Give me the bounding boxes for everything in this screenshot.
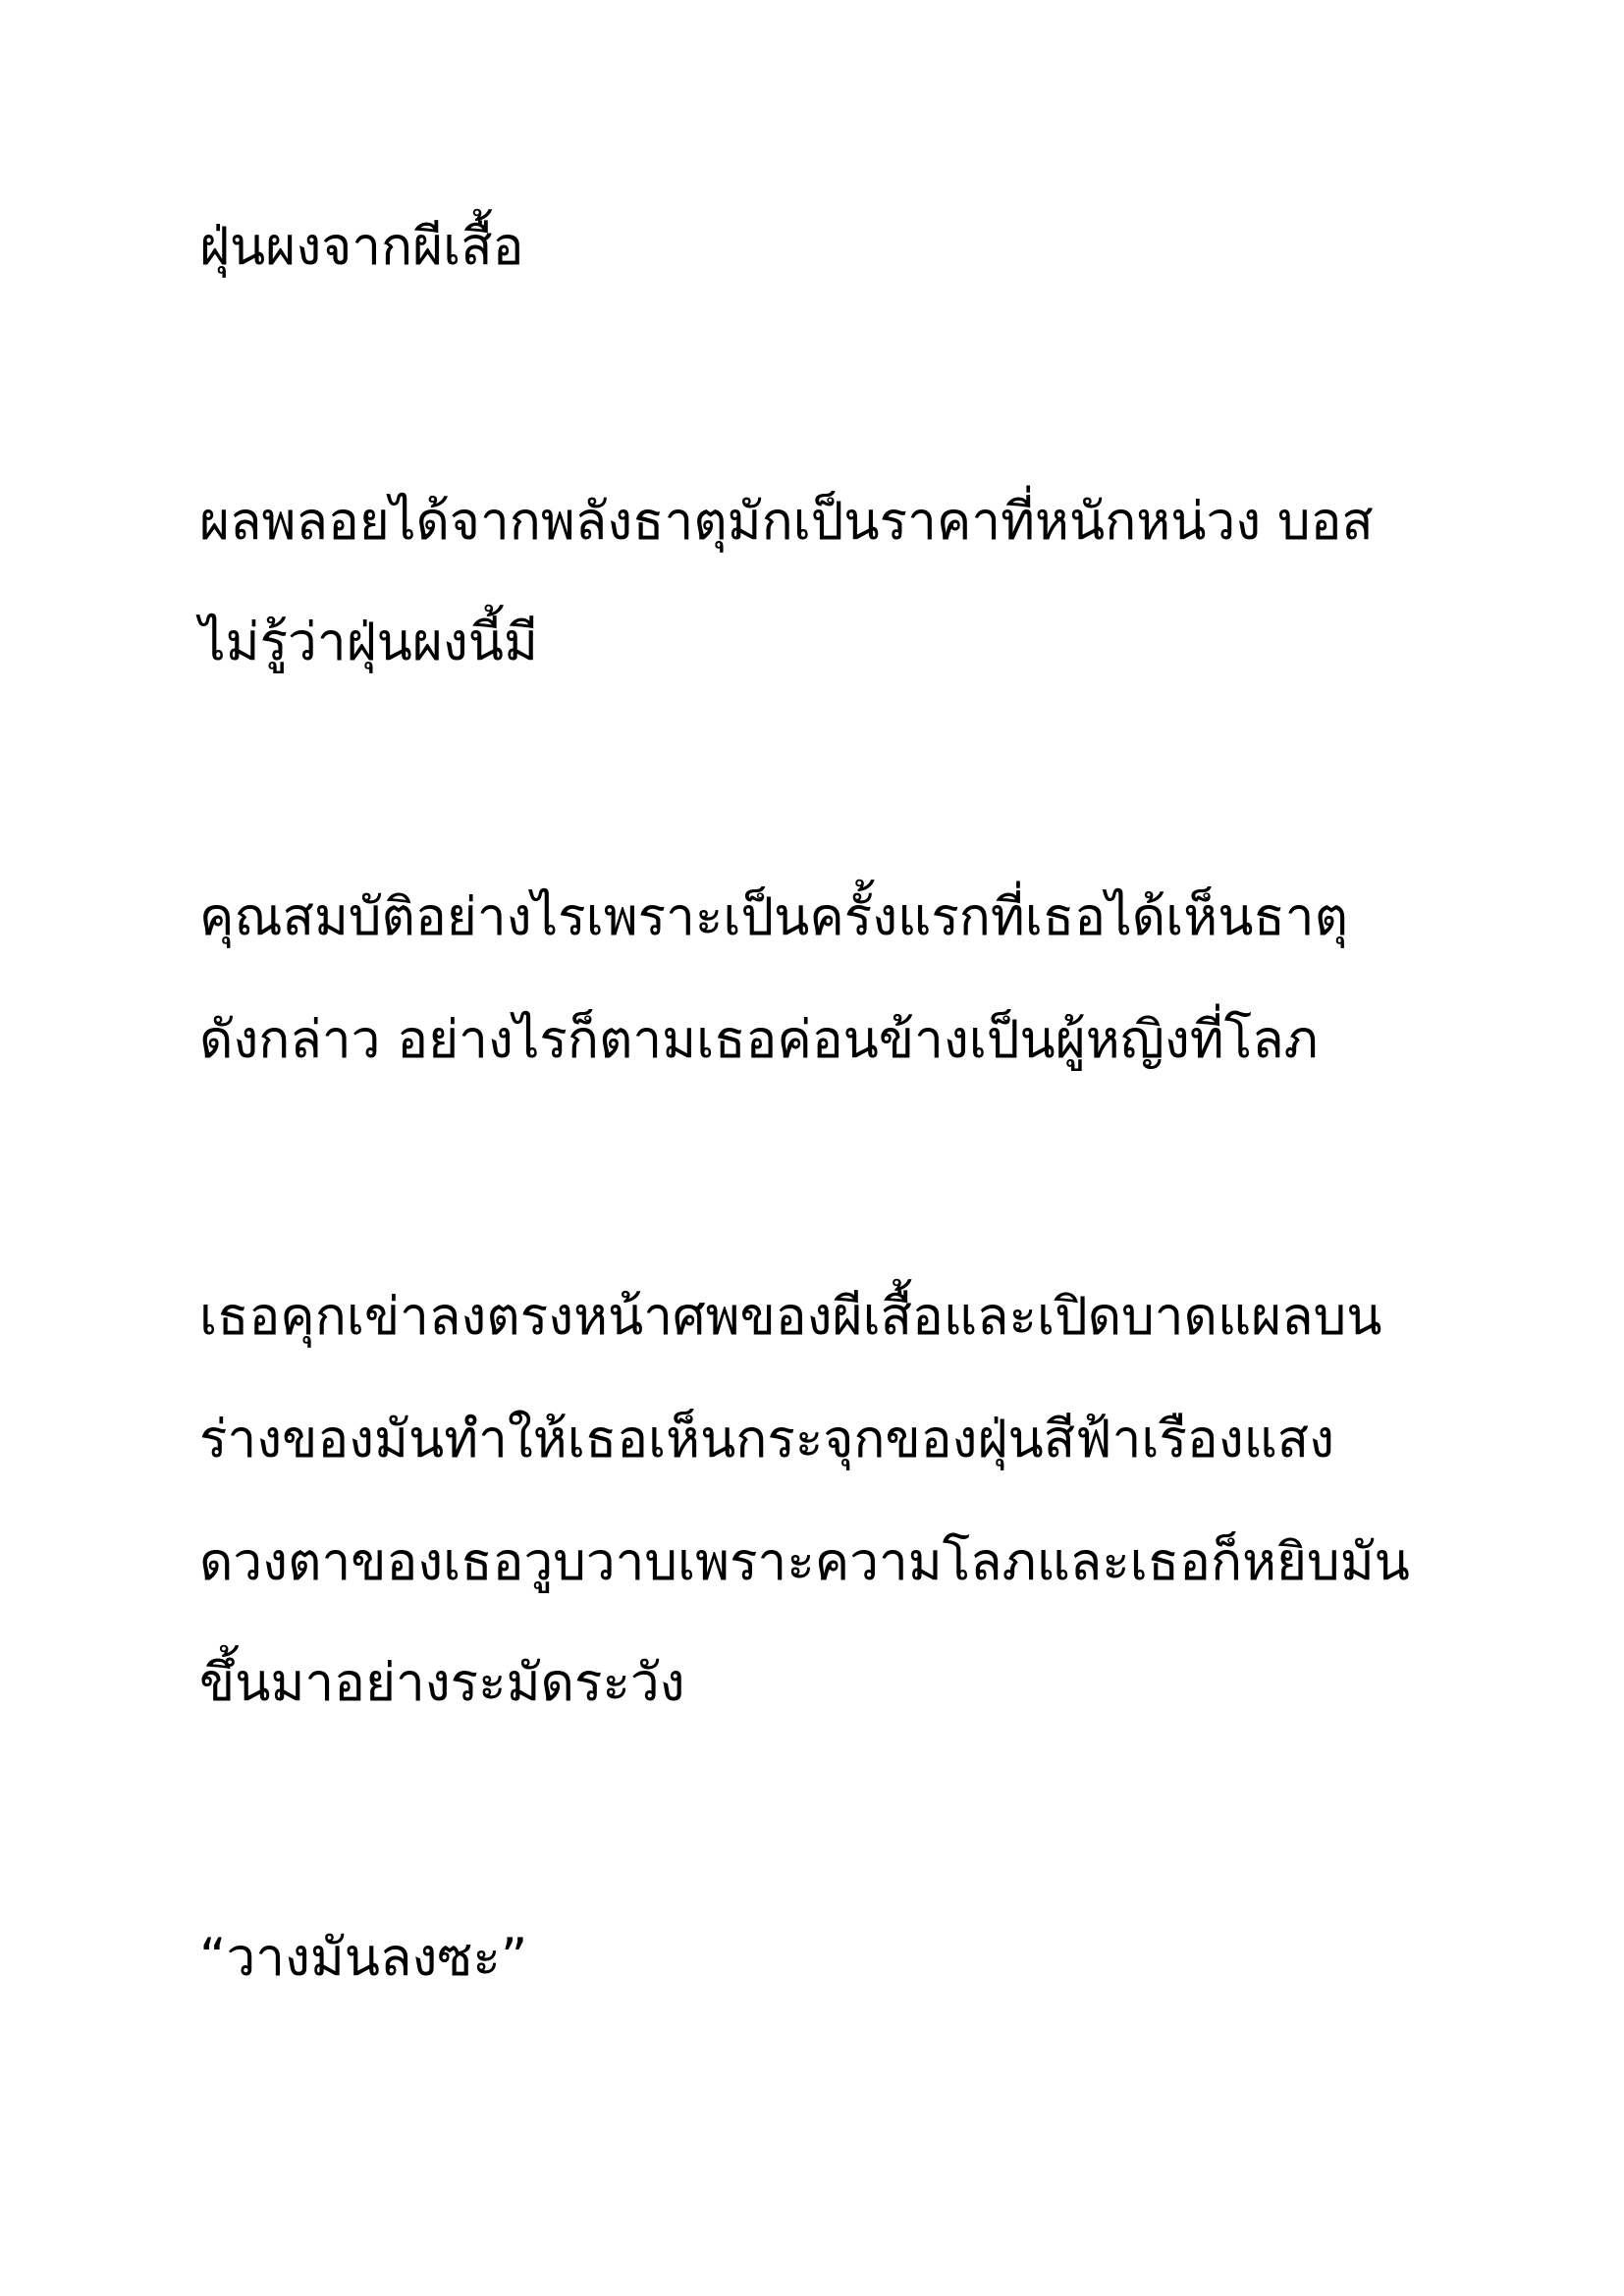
paragraph-1-line-2: ไม่รู้ว่าฝุ่นผงนี้มี: [199, 613, 538, 672]
dialogue-line: “วางมันลงซะ”: [199, 1928, 528, 1988]
paragraph-3-line-2: ร่างของมันทำให้เธอเห็นกระจุกของฝุ่นสีฟ้าเรืองแสง: [199, 1410, 1335, 1469]
paragraph-3-line-1: เธอคุกเข่าลงตรงหน้าศพของผีเสื้อและเปิดบาดแผลบน: [199, 1287, 1382, 1347]
paragraph-3-line-4: ขึ้นมาอย่างระมัดระวัง: [199, 1653, 685, 1713]
paragraph-2-line-1: คุณสมบัติอย่างไรเพราะเป็นครั้งแรกที่เธอได้เห็นธาตุ: [199, 887, 1348, 947]
paragraph-3-line-3: ดวงตาของเธอวูบวาบเพราะความโลภและเธอก็หยิบมัน: [199, 1532, 1410, 1592]
page-title: ฝุ่นผงจากผีเสื้อ: [199, 217, 524, 277]
paragraph-2-line-2: ดังกล่าว อย่างไรก็ตามเธอค่อนข้างเป็นผู้หญิงที่โลภ: [199, 1010, 1319, 1070]
paragraph-1-line-1: ผลพลอยได้จากพลังธาตุมักเป็นราคาที่หนักหน่วง บอส: [199, 492, 1374, 552]
